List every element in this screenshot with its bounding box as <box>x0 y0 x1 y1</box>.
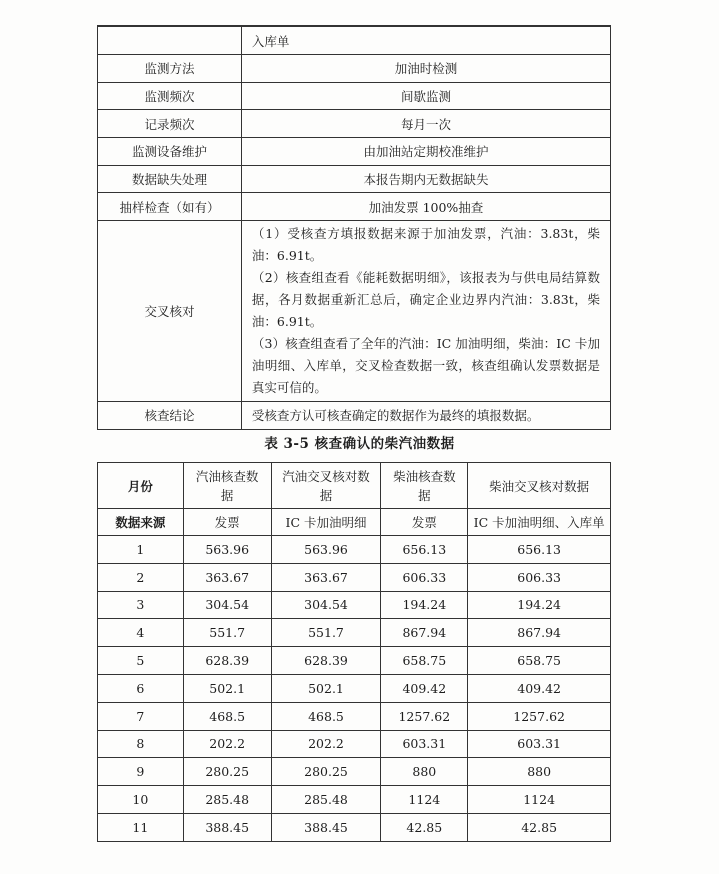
table-cell: 551.7 <box>183 619 271 647</box>
table-cell: 11 <box>98 813 184 841</box>
table-cell: 1 <box>98 536 184 564</box>
header-row <box>98 463 611 509</box>
verification-table <box>97 26 611 430</box>
row-label: 监测设备维护 <box>98 138 242 166</box>
table-cell: 502.1 <box>183 674 271 702</box>
row-value: 间歇监测 <box>241 82 610 110</box>
row-label: 核查结论 <box>98 402 242 430</box>
column-header: 柴油核查数据 <box>381 463 468 509</box>
table-row <box>98 27 611 55</box>
row-value: 加油时检测 <box>241 55 610 83</box>
table-cell: 388.45 <box>183 813 271 841</box>
paragraph: （2）核查组查看《能耗数据明细》，该报表为与供电局结算数据，各月数据重新汇总后，确定企业边界内汽油：3.83t，柴油：6.91t。 <box>251 270 600 330</box>
table-cell: 10 <box>98 786 184 814</box>
table-cell: 1257.62 <box>381 702 468 730</box>
table-cell: 1257.62 <box>468 702 611 730</box>
table-cell: 658.75 <box>468 647 611 675</box>
table-row <box>98 758 611 786</box>
table-cell: 409.42 <box>381 674 468 702</box>
table-cell: 202.2 <box>271 730 381 758</box>
table-row <box>98 730 611 758</box>
table-cell: 194.24 <box>468 591 611 619</box>
table-cell: 656.13 <box>381 536 468 564</box>
row-label: 记录频次 <box>98 110 242 138</box>
row-label: 数据缺失处理 <box>98 165 242 193</box>
table-row <box>98 563 611 591</box>
table-row <box>98 702 611 730</box>
row-value: 本报告期内无数据缺失 <box>241 165 610 193</box>
table-cell: 656.13 <box>468 536 611 564</box>
table-cell: 285.48 <box>271 786 381 814</box>
table-cell: 628.39 <box>271 647 381 675</box>
row-label: 交叉核对 <box>98 221 242 402</box>
table-row <box>98 138 611 166</box>
table-cell: 280.25 <box>271 758 381 786</box>
table-cell: 867.94 <box>468 619 611 647</box>
table-cell: 867.94 <box>381 619 468 647</box>
table-cell: 数据来源 <box>98 509 184 536</box>
table-cell: 468.5 <box>183 702 271 730</box>
table-row <box>98 221 611 402</box>
table-cell: 603.31 <box>468 730 611 758</box>
row-label: 监测方法 <box>98 55 242 83</box>
table-row <box>98 786 611 814</box>
table-cell: 7 <box>98 702 184 730</box>
table-cell: 880 <box>381 758 468 786</box>
table-cell: 280.25 <box>183 758 271 786</box>
cross-check-text <box>241 221 610 402</box>
table-cell: 304.54 <box>183 591 271 619</box>
table-cell: 42.85 <box>381 813 468 841</box>
table-row <box>98 647 611 675</box>
table-cell <box>98 27 242 55</box>
column-header: 汽油交叉核对数据 <box>271 463 381 509</box>
table-cell: 42.85 <box>468 813 611 841</box>
table-row <box>98 402 611 430</box>
table-cell: 606.33 <box>468 563 611 591</box>
table-cell: 468.5 <box>271 702 381 730</box>
paragraph: （3）核查组查看了全年的汽油：IC 加油明细，柴油：IC 卡加油明细、入库单，交叉检查数据一致，核查组确认发票数据是真实可信的。 <box>251 336 600 396</box>
table-cell: 304.54 <box>271 591 381 619</box>
table-cell: 9 <box>98 758 184 786</box>
table-cell: 8 <box>98 730 184 758</box>
table-cell: 551.7 <box>271 619 381 647</box>
table-row <box>98 674 611 702</box>
table-cell: 5 <box>98 647 184 675</box>
table-cell: 606.33 <box>381 563 468 591</box>
table-row <box>98 165 611 193</box>
table-cell: IC 卡加油明细、入库单 <box>468 509 611 536</box>
table-cell: 1124 <box>381 786 468 814</box>
table-cell: 658.75 <box>381 647 468 675</box>
table-cell: 3 <box>98 591 184 619</box>
table-cell: 603.31 <box>381 730 468 758</box>
table-row <box>98 619 611 647</box>
table-cell: 363.67 <box>183 563 271 591</box>
table-cell: 194.24 <box>381 591 468 619</box>
table-row <box>98 536 611 564</box>
fuel-data-table <box>97 462 611 842</box>
table-row <box>98 110 611 138</box>
table-cell: 363.67 <box>271 563 381 591</box>
fuel-rows <box>98 536 611 842</box>
table-cell: 563.96 <box>271 536 381 564</box>
table-cell: 4 <box>98 619 184 647</box>
paragraph: （1）受核查方填报数据来源于加油发票，汽油：3.83t，柴油：6.91t。 <box>251 226 600 264</box>
table-cell: 628.39 <box>183 647 271 675</box>
table-cell: 202.2 <box>183 730 271 758</box>
table-cell: 880 <box>468 758 611 786</box>
table-cell: 285.48 <box>183 786 271 814</box>
table-cell: IC 卡加油明细 <box>271 509 381 536</box>
row-value: 加油发票 100%抽查 <box>241 193 610 221</box>
table-cell: 2 <box>98 563 184 591</box>
table-cell: 发票 <box>381 509 468 536</box>
table-cell: 563.96 <box>183 536 271 564</box>
table-caption: 表 3-5 核查确认的柴汽油数据 <box>264 436 455 452</box>
column-header: 汽油核查数据 <box>183 463 271 509</box>
table-cell: 发票 <box>183 509 271 536</box>
column-header: 柴油交叉核对数据 <box>468 463 611 509</box>
table-row <box>98 55 611 83</box>
table-cell: 1124 <box>468 786 611 814</box>
table-row <box>98 82 611 110</box>
row-value: 受核查方认可核查确定的数据作为最终的填报数据。 <box>241 402 610 430</box>
table-row <box>98 193 611 221</box>
table-row <box>98 591 611 619</box>
table-cell: 409.42 <box>468 674 611 702</box>
row-label: 抽样检查（如有） <box>98 193 242 221</box>
table-cell: 502.1 <box>271 674 381 702</box>
table-cell: 入库单 <box>241 27 610 55</box>
row-value: 每月一次 <box>241 110 610 138</box>
row-value: 由加油站定期校准维护 <box>241 138 610 166</box>
row-label: 监测频次 <box>98 82 242 110</box>
table-cell: 6 <box>98 674 184 702</box>
column-header: 月份 <box>98 463 184 509</box>
table-row <box>98 813 611 841</box>
table-cell: 388.45 <box>271 813 381 841</box>
source-row <box>98 509 611 536</box>
